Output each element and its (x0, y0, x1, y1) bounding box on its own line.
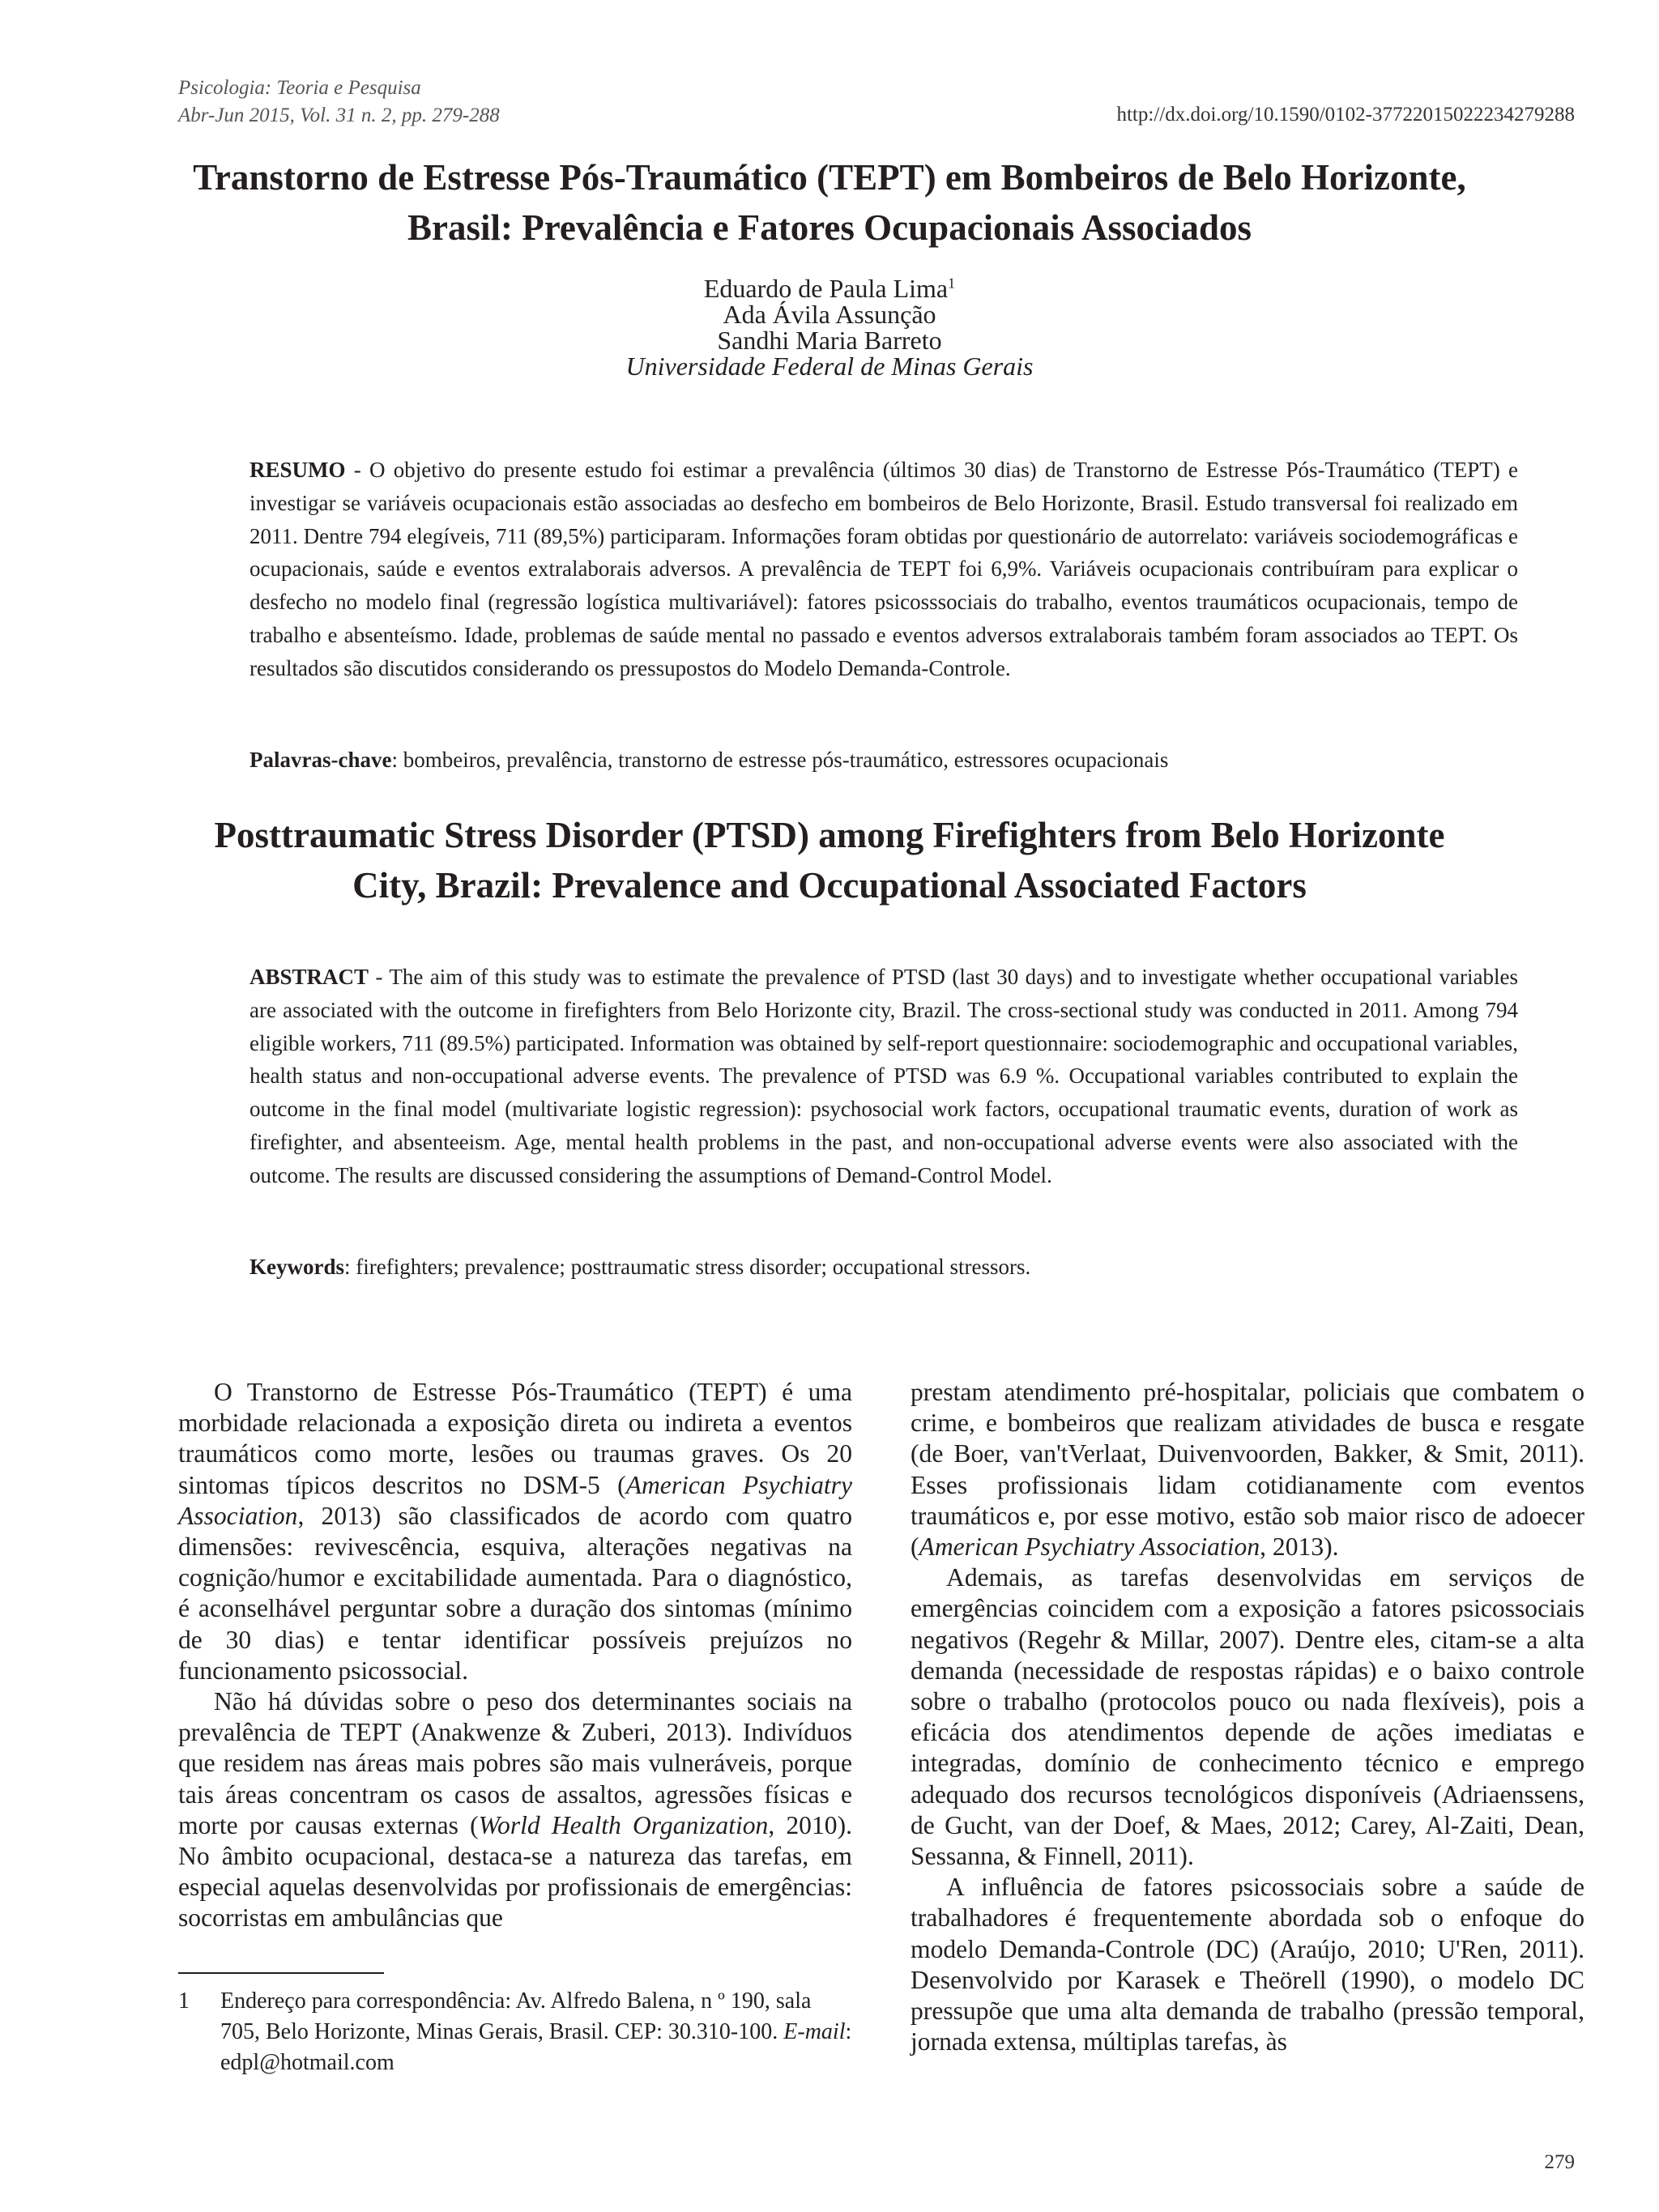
affiliation: Universidade Federal de Minas Gerais (625, 352, 1034, 381)
journal-name: Psicologia: Teoria e Pesquisa (178, 77, 421, 99)
palavras-chave-text: : bombeiros, prevalência, transtorno de estresse pós-traumático, estressores ocupacionais (391, 748, 1169, 772)
citation-italic: American Psychiatry Association (178, 1470, 852, 1530)
author-3: Sandhi Maria Barreto (717, 326, 942, 355)
resumo-text: - O objetivo do presente estudo foi estimar a prevalência (últimos 30 dias) de Transtorno de Estresse Pós-Traumático (TEPT) e investigar se variáveis ocupacionais estão associadas ao desfecho em bombeiros de Belo Horizonte, Brasil. Estudo transversal foi realizado em 2011. Dentre 794 elegíveis, 711 (89,5%) participaram. Informações foram obtidas por questionário de autorrelato: variáveis sociodemográficas e ocupacionais, saúde e eventos extralaborais adversos. A prevalência de TEPT foi 6,9%. Variáveis ocupacionais contribuíram para explicar o desfecho no modelo final (regressão logística multivariável): fatores psicosssociais do trabalho, eventos traumáticos ocupacionais, tempo de trabalho e absenteísmo. Idade, problemas de saúde mental no passado e eventos adversos extralaborais também foram associados ao TEPT. Os resultados são discutidos considerando os pressupostos do Modelo Demanda-Controle. (249, 458, 1518, 680)
body-text: , 2013) são classificados de acordo com quatro dimensões: revivescência, esquiva, alterações negativas na cognição/humor e excitabilidade aumentada. Para o diagnóstico, é aconselhável perguntar sobre a duração dos sintomas (mínimo de 30 dias) e tentar identificar possíveis prejuízos no funcionamento psicossocial. (178, 1501, 852, 1685)
body-column-left (178, 1377, 852, 1934)
body-paragraph: A influência de fatores psicossociais sobre a saúde de trabalhadores é frequentemente abordada sob o enfoque do modelo Demanda-Controle (DC) (Araújo, 2010; U'Ren, 2011). Desenvolvido por Karasek e Theörell (1990), o modelo DC pressupõe que uma alta demanda de trabalho (pressão temporal, jornada extensa, múltiplas tarefas, às (911, 1873, 1584, 2056)
body-text: O Transtorno de Estresse Pós-Traumático (TEPT) é uma morbidade relacionada a exposição direta ou indireta a eventos traumáticos como morte, lesões ou traumas graves. Os 20 sintomas típicos descritos no DSM-5 ( (178, 1378, 852, 1499)
footnote (178, 1986, 852, 2078)
keywords-label: Keywords (249, 1255, 344, 1279)
author-1-name: Eduardo de Paula Lima (703, 274, 949, 303)
footnote-number: 1 (178, 1988, 190, 2014)
body-text: , 2013). (1260, 1532, 1339, 1562)
palavras-chave (249, 744, 1518, 776)
body-paragraph (178, 1377, 852, 1686)
body-paragraph: Ademais, as tarefas desenvolvidas em serviços de emergências coincidem com a exposição a fatores psicossociais negativos (Regehr & Millar, 2007). Dentre eles, citam-se a alta demanda (necessidade de respostas rápidas) e o baixo controle sobre o trabalho (protocolos pouco ou nada flexíveis), pois a eficácia dos atendimentos depende de ações imediatas e integradas, domínio de conhecimento técnico e emprego adequado dos recursos tecnológicos disponíveis (Adriaenssens, de Gucht, van der Doef, & Maes, 2012; Carey, Al-Zaiti, Dean, Sessanna, & Finnell, 2011). (911, 1563, 1584, 1871)
title-pt-line1: Transtorno de Estresse Pós-Traumático (TEPT) em Bombeiros de Belo Horizonte, (193, 157, 1466, 198)
footnote-text (220, 1986, 852, 2078)
footnote-email-label: E-mail (783, 2019, 846, 2044)
body-text: Não há dúvidas sobre o peso dos determinantes sociais na prevalência de TEPT (Anakwenze & Zuberi, 2013). Indivíduos que residem nas áreas mais pobres são mais vulneráveis, porque tais áreas concentram os casos de assaltos, agressões físicas e morte por causas externas ( (178, 1687, 852, 1839)
abstract-text: - The aim of this study was to estimate the prevalence of PTSD (last 30 days) and to investigate whether occupational variables are associated with the outcome in firefighters from Belo Horizonte city, Brazil. The cross-sectional study was conducted in 2011. Among 794 eligible workers, 711 (89.5%) participated. Information was obtained by self-report questionnaire: sociodemographic and occupational variables, health status and non-occupational adverse events. The prevalence of PTSD was 6.9 %. Occupational variables contributed to explain the outcome in the final model (multivariate logistic regression): psychosocial work factors, occupational traumatic events, duration of work as firefighter, and absenteeism. Age, mental health problems in the past, and non-occupational adverse events were also associated with the outcome. The results are discussed considering the assumptions of Demand-Control Model. (249, 965, 1518, 1187)
keywords-text: : firefighters; prevalence; posttraumatic stress disorder; occupational stressors. (344, 1255, 1031, 1279)
author-block (0, 275, 1659, 379)
keywords (249, 1251, 1518, 1283)
journal-header (178, 75, 500, 130)
article-title-en (113, 810, 1546, 910)
author-2: Ada Ávila Assunção (723, 300, 936, 329)
body-column-right (911, 1377, 1584, 2057)
body-paragraph (911, 1377, 1584, 1562)
body-text: prestam atendimento pré-hospitalar, policiais que combatem o crime, e bombeiros que realizam atividades de busca e resgate (de Boer, van'tVerlaat, Duivenvoorden, Bakker, & Smit, 2011). Esses profissionais lidam cotidianamente com eventos traumáticos e, por esse motivo, estão sob maior risco de adoecer ( (911, 1378, 1584, 1562)
author-1-footnote-marker[interactable]: 1 (948, 275, 956, 292)
author-1 (0, 275, 1659, 301)
title-en-line2: City, Brazil: Prevalence and Occupational Associated Factors (352, 865, 1307, 906)
title-en-line1: Posttraumatic Stress Disorder (PTSD) among Firefighters from Belo Horizonte (214, 815, 1445, 855)
footnote-email[interactable]: : edpl@hotmail.com (220, 2019, 852, 2075)
abstract-label: ABSTRACT (249, 965, 369, 989)
footnote-address: Endereço para correspondência: Av. Alfredo Balena, n º 190, sala 705, Belo Horizonte, Minas Gerais, Brasil. CEP: 30.310-100. (220, 1988, 812, 2044)
resumo-paragraph (249, 454, 1518, 685)
footnote-rule (178, 1972, 384, 1974)
body-paragraph (178, 1686, 852, 1934)
article-title-pt (113, 152, 1546, 253)
citation-italic: American Psychiatry Association (919, 1532, 1260, 1562)
citation-italic: World Health Organization (478, 1810, 769, 1839)
palavras-chave-label: Palavras-chave (249, 748, 392, 772)
abstract-paragraph (249, 961, 1518, 1192)
title-pt-line2: Brasil: Prevalência e Fatores Ocupacionais Associados (407, 207, 1252, 248)
resumo-label: RESUMO (249, 458, 346, 482)
doi-link[interactable]: http://dx.doi.org/10.1590/0102-37722015022234279288 (1116, 104, 1575, 126)
body-text: , 2010). No âmbito ocupacional, destaca-se a natureza das tarefas, em especial aquelas desenvolvidas por profissionais de emergências: socorristas em ambulâncias que (178, 1810, 852, 1933)
journal-issue: Abr-Jun 2015, Vol. 31 n. 2, pp. 279-288 (178, 104, 500, 126)
page-number: 279 (1544, 2151, 1575, 2173)
